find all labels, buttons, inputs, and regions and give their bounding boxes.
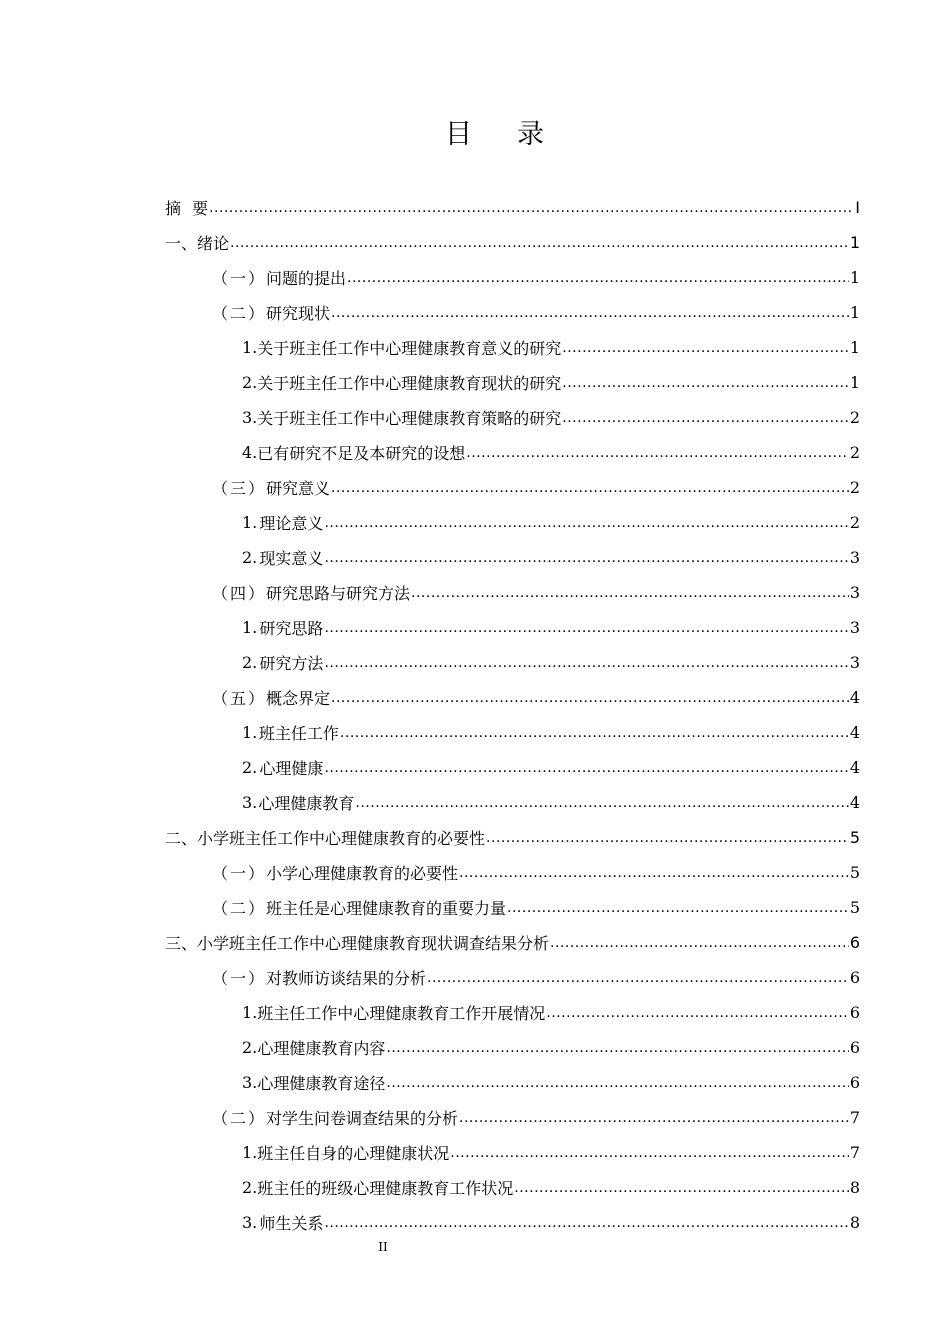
toc-dot-leader: [355, 793, 848, 813]
toc-entry-title: 关于班主任工作中心理健康教育意义的研究: [257, 339, 562, 358]
toc-entry[interactable]: [212, 855, 860, 890]
toc-entry-number: 1.: [242, 618, 258, 637]
toc-entry-number: 一、: [165, 234, 198, 253]
toc-entry-page: 5: [849, 898, 860, 917]
toc-entry-page: 6: [849, 1038, 860, 1057]
toc-entry-number: 3.: [242, 408, 258, 427]
toc-entry-number: 3.: [242, 793, 258, 812]
toc-entry[interactable]: [242, 610, 860, 645]
toc-entry-title: 小学心理健康教育的必要性: [266, 864, 459, 883]
toc-entry-page: 6: [849, 1003, 860, 1022]
toc-entry-number: 2.: [242, 653, 258, 672]
toc-entry[interactable]: [212, 260, 860, 295]
toc-entry[interactable]: [242, 365, 860, 400]
toc-entry-title: 小学班主任工作中心理健康教育现状调查结果分析: [197, 934, 550, 953]
toc-entry[interactable]: [212, 295, 860, 330]
toc-entry-number: 2.: [242, 373, 258, 392]
toc-entry[interactable]: [242, 540, 860, 575]
toc-entry-page: 4: [849, 758, 860, 777]
toc-entry-number: 2.: [242, 1038, 258, 1057]
toc-entry-title: 对学生问卷调查结果的分析: [266, 1109, 459, 1128]
toc-entry-page: 4: [849, 793, 860, 812]
toc-entry-page: 3: [849, 653, 860, 672]
toc-entry-number: 摘: [165, 199, 182, 218]
toc-entry-title: 小学班主任工作中心理健康教育的必要性: [197, 829, 486, 848]
toc-dot-leader: [514, 1178, 849, 1198]
page-number-footer: II: [378, 1240, 388, 1254]
toc-entry-title: 心理健康教育途径: [257, 1074, 386, 1093]
toc-entry-title: 班主任工作中心理健康教育工作开展情况: [257, 1004, 546, 1023]
toc-dot-leader: [324, 513, 848, 533]
toc-entry-page: 5: [849, 828, 860, 847]
toc-entry-page: 2: [849, 408, 860, 427]
toc-entry[interactable]: [242, 330, 860, 365]
toc-title: [0, 112, 950, 151]
toc-dot-leader: [324, 653, 848, 673]
toc-entry-title: 班主任自身的心理健康状况: [257, 1144, 450, 1163]
toc-entry-title: 关于班主任工作中心理健康教育现状的研究: [257, 374, 562, 393]
toc-entry-number: （三）: [212, 479, 267, 498]
toc-entry-page: 2: [849, 443, 860, 462]
toc-entry-page: 7: [849, 1143, 860, 1162]
toc-dot-leader: [324, 758, 848, 778]
toc-dot-leader: [507, 898, 849, 918]
toc-entry-page: 1: [849, 338, 860, 357]
toc-entry-title: 研究思路: [259, 619, 324, 638]
toc-entry-number: 三、: [165, 934, 198, 953]
toc-dot-leader: [459, 863, 849, 883]
toc-entry-title: 班主任工作: [258, 724, 339, 743]
toc-dot-leader: [466, 443, 849, 463]
toc-entry[interactable]: [212, 470, 860, 505]
toc-dot-leader: [459, 1108, 849, 1128]
toc-dot-leader: [386, 1073, 848, 1093]
toc-entry[interactable]: [212, 575, 860, 610]
toc-entry-title: 现实意义: [259, 549, 324, 568]
toc-entry-page: 3: [849, 618, 860, 637]
toc-entry-title: 要: [192, 199, 209, 218]
toc-dot-leader: [486, 828, 849, 848]
toc-entry-number: （五）: [212, 689, 267, 708]
toc-entry[interactable]: [212, 1100, 860, 1135]
toc-entry-number: （二）: [212, 304, 267, 323]
toc-dot-leader: [411, 583, 849, 603]
toc-entry-page: 5: [849, 863, 860, 882]
toc-entry-number: 4.: [242, 443, 258, 462]
toc-entry[interactable]: [212, 960, 860, 995]
toc-dot-leader: [324, 618, 848, 638]
toc-entry-page: 6: [849, 968, 860, 987]
toc-entry-title: 研究方法: [259, 654, 324, 673]
toc-entry-title: 心理健康: [259, 759, 324, 778]
toc-entry-number: 二、: [165, 829, 198, 848]
toc-title-char-2: 录: [517, 119, 545, 150]
toc-entry[interactable]: [242, 995, 860, 1030]
toc-entry-page: 4: [849, 723, 860, 742]
toc-entry-number: 2.: [242, 758, 258, 777]
toc-entry-number: （二）: [212, 1109, 267, 1128]
toc-entry-title: 问题的提出: [266, 269, 347, 288]
toc-dot-leader: [324, 1213, 848, 1233]
toc-entry-page: 2: [849, 478, 860, 497]
toc-dot-leader: [562, 373, 849, 393]
toc-entry-page: I: [855, 198, 860, 217]
toc-entry-title: 心理健康教育: [258, 794, 355, 813]
toc-entry[interactable]: [242, 505, 860, 540]
toc-entry-page: 3: [849, 583, 860, 602]
toc-entry-page: 8: [849, 1213, 860, 1232]
toc-entry-number: （一）: [212, 969, 267, 988]
toc-entry[interactable]: [242, 1135, 860, 1170]
toc-entry[interactable]: [242, 750, 860, 785]
toc-entry-number: （二）: [212, 899, 267, 918]
toc-entry[interactable]: [242, 715, 860, 750]
toc-entry-number: 3.: [242, 1073, 258, 1092]
toc-entry-page: 8: [849, 1178, 860, 1197]
toc-entry-number: 1.: [242, 338, 258, 357]
toc-entry-number: 1.: [242, 723, 258, 742]
toc-entry-title: 研究意义: [266, 479, 331, 498]
toc-entry-number: （一）: [212, 269, 267, 288]
toc-entry-page: 1: [849, 268, 860, 287]
toc-entry[interactable]: [242, 400, 860, 435]
toc-entry[interactable]: [212, 680, 860, 715]
toc-entry-number: （四）: [212, 584, 267, 603]
toc-entry[interactable]: [242, 1205, 860, 1240]
toc-entry-number: 3.: [242, 1213, 258, 1232]
toc-entry[interactable]: [242, 1030, 860, 1065]
toc-entry-title: 师生关系: [259, 1214, 324, 1233]
toc-entry[interactable]: [165, 190, 860, 225]
toc-entry-page: 1: [849, 373, 860, 392]
toc-entry[interactable]: [242, 1170, 860, 1205]
toc-entry-number: 2.: [242, 548, 258, 567]
toc-entry-number: （一）: [212, 864, 267, 883]
toc-dot-leader: [427, 968, 849, 988]
toc-entry-title: 心理健康教育内容: [257, 1039, 386, 1058]
toc-dot-leader: [386, 1038, 848, 1058]
toc-entry-title: 概念界定: [266, 689, 331, 708]
toc-entry-page: 1: [849, 303, 860, 322]
toc-entry-number: 1.: [242, 1003, 258, 1022]
toc-entry-title: 研究现状: [266, 304, 331, 323]
toc-entry[interactable]: [165, 820, 860, 855]
toc-entry[interactable]: [242, 785, 860, 820]
toc-entry-page: 2: [849, 513, 860, 532]
toc-entry-title: 班主任是心理健康教育的重要力量: [266, 899, 507, 918]
toc-entry-page: 3: [849, 548, 860, 567]
toc-title-char-1: 目: [445, 119, 473, 150]
toc-entry[interactable]: [242, 435, 860, 470]
toc-entry-page: 6: [849, 1073, 860, 1092]
toc-entry-title: 关于班主任工作中心理健康教育策略的研究: [257, 409, 562, 428]
toc-dot-leader: [546, 1003, 849, 1023]
toc-dot-leader: [340, 723, 849, 743]
toc-entry-page: 1: [849, 233, 860, 252]
toc-dot-leader: [562, 408, 849, 428]
toc-dot-leader: [209, 198, 854, 218]
toc-dot-leader: [230, 233, 849, 253]
toc-entry-page: 4: [849, 688, 860, 707]
toc-dot-leader: [324, 548, 848, 568]
toc-entry-page: 6: [849, 933, 860, 952]
toc-dot-leader: [331, 478, 849, 498]
toc-entry[interactable]: [165, 925, 860, 960]
toc-entry-title: 绪论: [197, 234, 230, 253]
toc-entry[interactable]: [165, 225, 860, 260]
toc-entry-title: 对教师访谈结果的分析: [266, 969, 427, 988]
toc-entry-title: 已有研究不足及本研究的设想: [257, 444, 466, 463]
toc-dot-leader: [331, 688, 849, 708]
toc-entry-number: 1.: [242, 513, 258, 532]
toc-dot-leader: [331, 303, 849, 323]
toc-entry[interactable]: [242, 1065, 860, 1100]
toc-entry-page: 7: [849, 1108, 860, 1127]
toc-entry-title: 理论意义: [259, 514, 324, 533]
toc-dot-leader: [550, 933, 849, 953]
toc-dot-leader: [562, 338, 849, 358]
toc-dot-leader: [347, 268, 849, 288]
toc-entry-title: 班主任的班级心理健康教育工作状况: [257, 1179, 514, 1198]
toc-entry[interactable]: [242, 645, 860, 680]
toc-entry-number: 1.: [242, 1143, 258, 1162]
toc-entry-title: 研究思路与研究方法: [266, 584, 411, 603]
toc-entry[interactable]: [212, 890, 860, 925]
toc-entry-number: 2.: [242, 1178, 258, 1197]
toc-dot-leader: [450, 1143, 849, 1163]
